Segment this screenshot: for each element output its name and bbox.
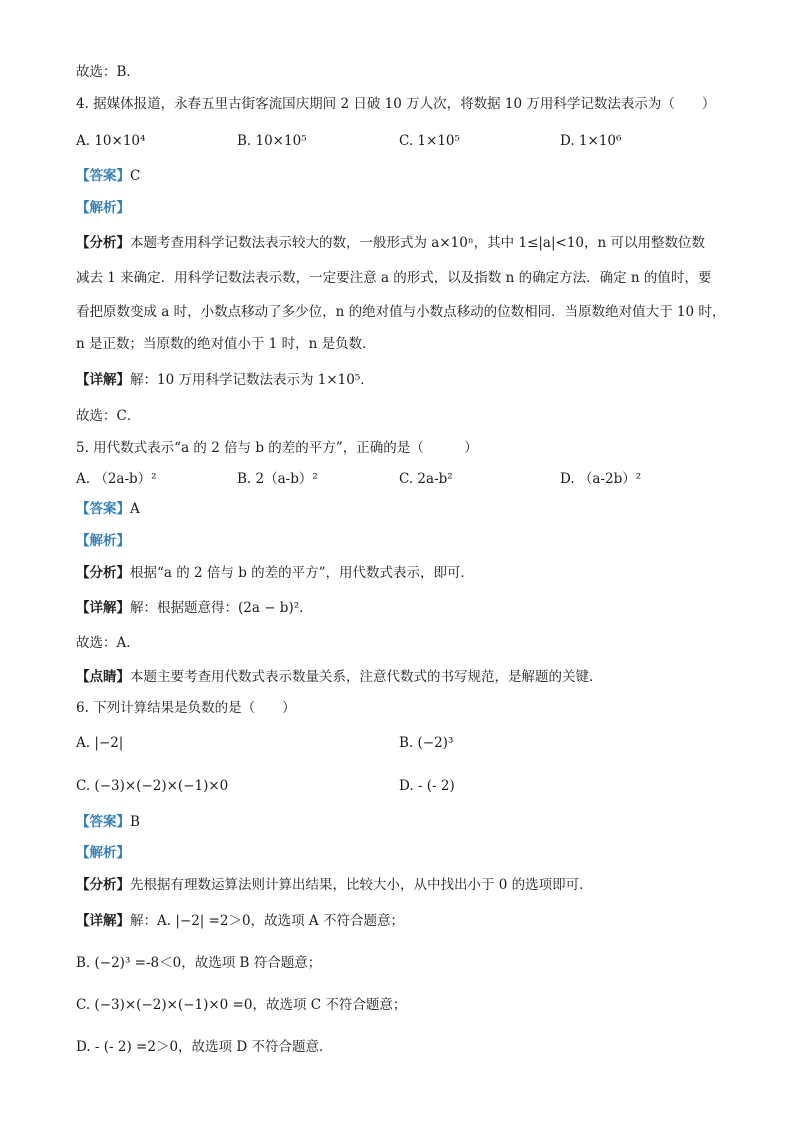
q4-analysis-heading — [76, 198, 130, 218]
q4-option-d: D. 1×10⁶ — [560, 133, 622, 149]
q5-option-b: B. 2（a-b）² — [237, 471, 318, 487]
fenxi-text: 先根据有理数运算法则计算出结果，比较大小，从中找出小于 0 的选项即可． — [130, 877, 593, 893]
dianjing-tag: 【点睛】 — [76, 669, 130, 685]
q5-answer — [76, 499, 140, 519]
answer-value: B — [130, 814, 140, 830]
q6-detail-b: B. (−2)³ =-8＜0，故选项 B 符合题意； — [76, 955, 322, 971]
fenxi-tag: 【分析】 — [76, 235, 130, 251]
q4-option-b: B. 10×10⁵ — [237, 133, 307, 149]
q4-choose: 故选：C． — [76, 408, 141, 424]
analysis-tag: 【解析】 — [76, 200, 130, 216]
detail-tag: 【详解】 — [76, 372, 130, 388]
detail-text: 解：10 万用科学记数法表示为 1×10⁵． — [130, 372, 374, 388]
answer-tag: 【答案】 — [76, 168, 130, 184]
q5-analysis-heading — [76, 531, 130, 551]
detail-tag: 【详解】 — [76, 913, 130, 929]
q4-fenxi-line-1 — [76, 233, 705, 253]
fenxi-tag: 【分析】 — [76, 565, 130, 581]
detail-tag: 【详解】 — [76, 600, 130, 616]
q5-choose: 故选：A． — [76, 635, 140, 651]
q4-fenxi-line-4: n 是正数；当原数的绝对值小于 1 时，n 是负数． — [76, 336, 376, 352]
q4-option-c: C. 1×10⁵ — [399, 133, 460, 149]
analysis-tag: 【解析】 — [76, 845, 130, 861]
fenxi-text: 本题考查用科学记数法表示较大的数，一般形式为 a×10ⁿ，其中 1≤|a|<10，n 可以用整数位数 — [130, 235, 705, 251]
prev-answer-choice: 故选：B． — [76, 64, 140, 80]
q6-option-b: B. (−2)³ — [399, 735, 454, 751]
question-6-stem: 6. 下列计算结果是负数的是（ ） — [76, 700, 296, 716]
q4-detail — [76, 370, 374, 390]
q6-option-d: D. - (- 2) — [399, 778, 455, 794]
question-5-stem: 5. 用代数式表示“a 的 2 倍与 b 的差的平方”，正确的是（ ） — [76, 440, 478, 456]
q5-option-d: D. （a-2b）² — [560, 471, 642, 487]
q4-fenxi-line-2: 减去 1 来确定．用科学记数法表示数，一定要注意 a 的形式，以及指数 n 的确定方法．确定 n 的值时，要 — [76, 270, 712, 286]
answer-value: C — [130, 168, 141, 184]
answer-tag: 【答案】 — [76, 814, 130, 830]
q6-fenxi — [76, 875, 593, 895]
detail-text: 解：根据题意得：(2a − b)². — [130, 600, 304, 616]
question-4-stem: 4. 据媒体报道，永春五里古街客流国庆期间 2 日破 10 万人次，将数据 10 万用科学记数法表示为（ ） — [76, 96, 716, 112]
detail-text: 解：A. |−2| =2＞0，故选项 A 不符合题意； — [130, 913, 404, 929]
q6-analysis-heading — [76, 843, 130, 863]
analysis-tag: 【解析】 — [76, 533, 130, 549]
answer-value: A — [130, 501, 140, 517]
q4-option-a: A. 10×10⁴ — [76, 133, 146, 149]
q5-option-a: A. （2a-b）² — [76, 471, 157, 487]
fenxi-tag: 【分析】 — [76, 877, 130, 893]
q5-fenxi — [76, 563, 474, 583]
q6-detail-c: C. (−3)×(−2)×(−1)×0 =0，故选项 C 不符合题意； — [76, 997, 407, 1013]
answer-tag: 【答案】 — [76, 501, 130, 517]
q4-fenxi-line-3: 看把原数变成 a 时，小数点移动了多少位，n 的绝对值与小数点移动的位数相同．当原数绝对值大于 10 时， — [76, 304, 726, 320]
q6-detail-d: D. - (- 2) =2＞0，故选项 D 不符合题意． — [76, 1039, 333, 1055]
q6-detail-a — [76, 911, 404, 931]
q5-detail — [76, 598, 303, 618]
q6-answer — [76, 812, 140, 832]
q5-dianjing — [76, 667, 603, 687]
q5-option-c: C. 2a-b² — [399, 471, 453, 487]
q6-option-c: C. (−3)×(−2)×(−1)×0 — [76, 778, 229, 794]
fenxi-text: 根据“a 的 2 倍与 b 的差的平方”，用代数式表示，即可． — [130, 565, 475, 581]
q6-option-a: A. |−2| — [76, 735, 124, 751]
dianjing-text: 本题主要考查用代数式表示数量关系，注意代数式的书写规范，是解题的关键． — [130, 669, 603, 685]
q4-answer — [76, 166, 140, 186]
